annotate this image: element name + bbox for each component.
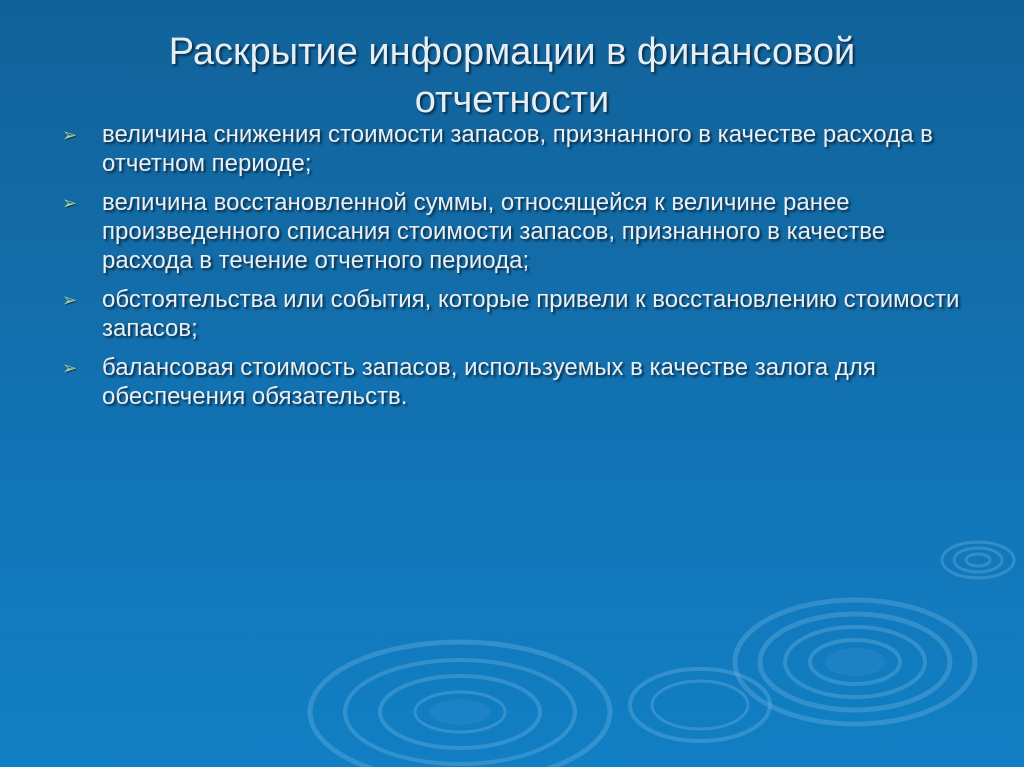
arrow-right-icon: ➢ — [62, 193, 78, 213]
arrow-right-icon: ➢ — [62, 125, 78, 145]
list-item — [62, 285, 972, 343]
arrow-right-icon: ➢ — [62, 290, 78, 310]
list-item-text: величина снижения стоимости запасов, признанного в качестве расхода в отчетном периоде; — [102, 121, 933, 177]
list-item — [62, 188, 972, 275]
list-item-text: обстоятельства или события, которые привели к восстановлению стоимости запасов; — [102, 286, 960, 342]
bullet-list — [62, 120, 972, 421]
list-item-text: балансовая стоимость запасов, используемых в качестве залога для обеспечения обязательств. — [102, 354, 876, 410]
list-item-text: величина восстановленной суммы, относящейся к величине ранее произведенного списания стоимости запасов, признанного в качестве расхода в течение отчетного периода; — [102, 189, 886, 274]
list-item — [62, 120, 972, 178]
arrow-right-icon: ➢ — [62, 358, 78, 378]
slide-title: Раскрытие информации в финансовой отчетности — [168, 31, 856, 121]
list-item — [62, 353, 972, 411]
